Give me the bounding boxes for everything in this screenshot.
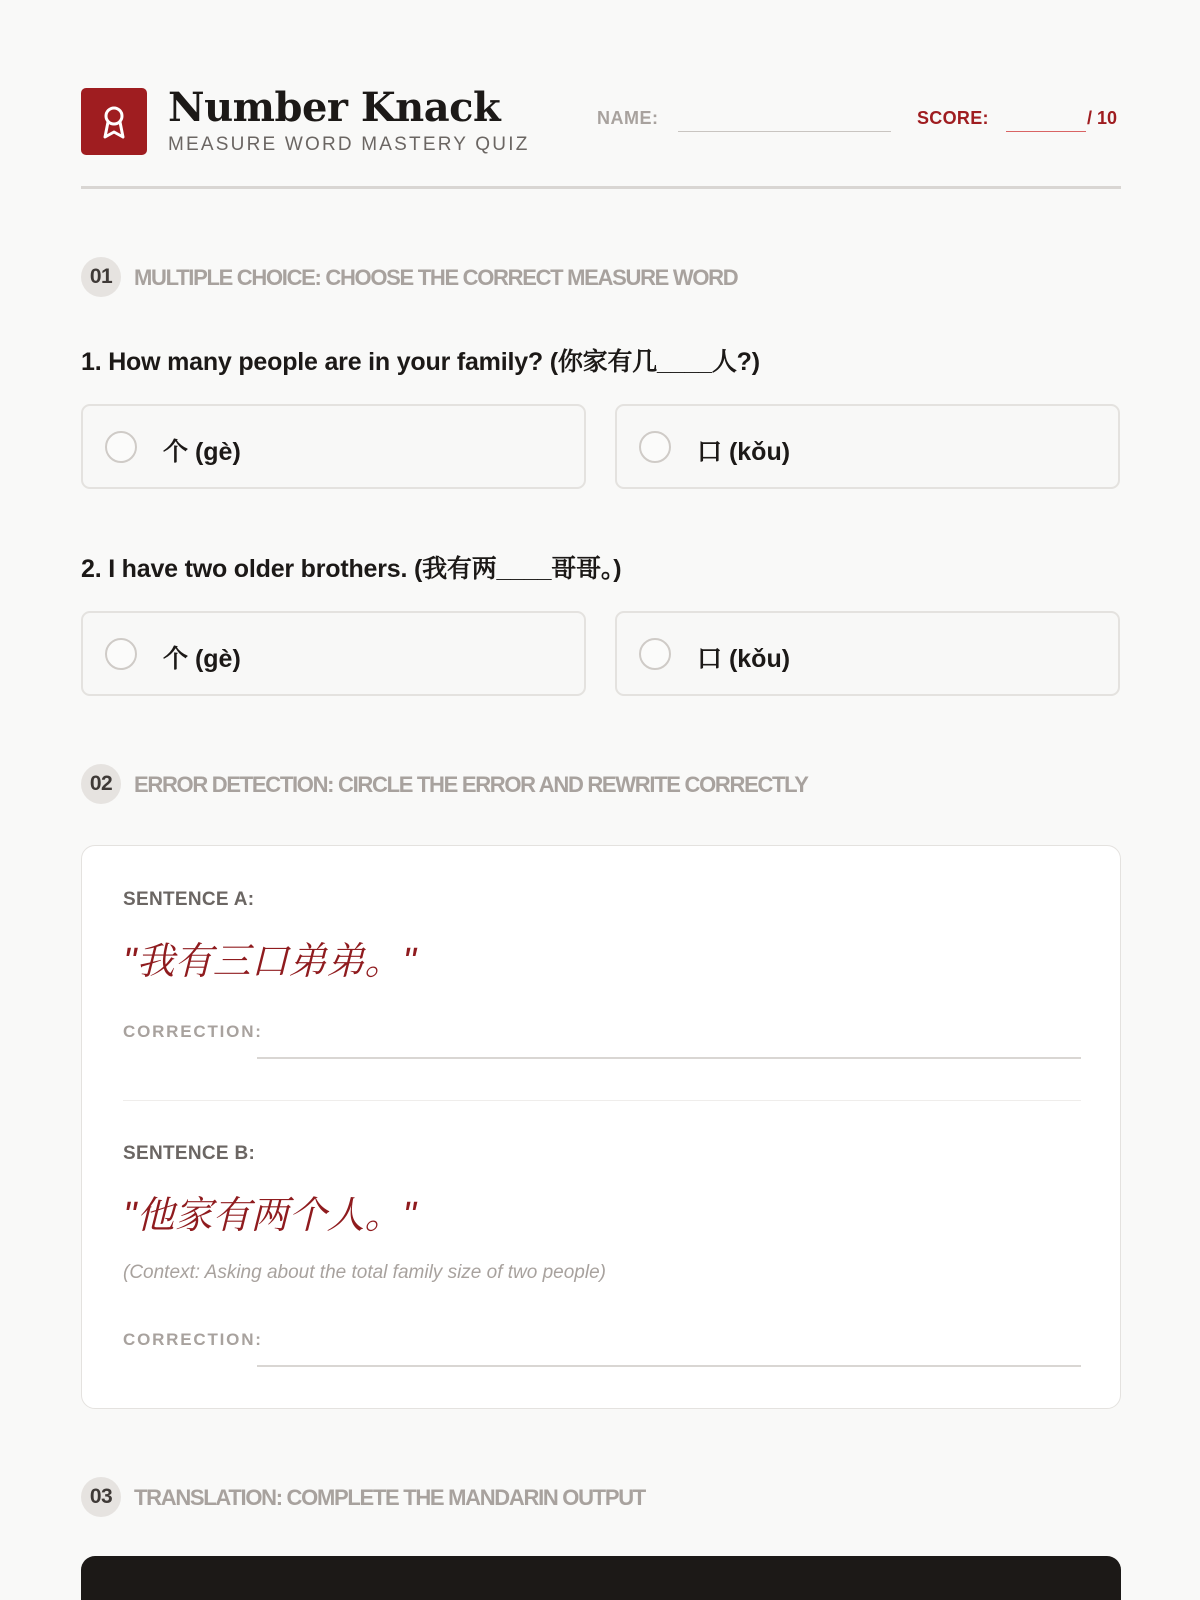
question-1-option-b[interactable]: [615, 404, 1120, 489]
logo: [81, 88, 147, 155]
option-label: 口 (kǒu): [697, 645, 791, 673]
radio-button[interactable]: [639, 638, 671, 670]
section-title: ERROR DETECTION: CIRCLE THE ERROR AND REWRITE CORRECTLY: [134, 772, 808, 797]
sentence-b-context: (Context: Asking about the total family size of two people): [123, 1262, 606, 1283]
section-heading-3: [81, 1477, 1121, 1517]
section-number: 03: [81, 1477, 121, 1517]
error-detection-card: [81, 845, 1121, 1409]
quiz-title: Number Knack: [168, 84, 501, 131]
correction-a-label: CORRECTION:: [123, 1022, 263, 1041]
divider: [123, 1100, 1081, 1101]
score-label: SCORE:: [917, 108, 989, 128]
question-1-text: 1. How many people are in your family? (你家有几____人?): [81, 348, 760, 376]
section-number: 01: [81, 257, 121, 297]
radio-button[interactable]: [105, 638, 137, 670]
name-field[interactable]: [678, 131, 891, 132]
section-title: MULTIPLE CHOICE: CHOOSE THE CORRECT MEASURE WORD: [134, 265, 738, 290]
radio-button[interactable]: [105, 431, 137, 463]
section-number: 02: [81, 764, 121, 804]
radio-button[interactable]: [639, 431, 671, 463]
correction-b-label: CORRECTION:: [123, 1330, 263, 1349]
sentence-a-text[interactable]: "我有三口弟弟。": [123, 941, 416, 983]
name-label: NAME:: [597, 108, 659, 128]
sentence-b-label: SENTENCE B:: [123, 1143, 256, 1164]
sentence-b-text[interactable]: "他家有两个人。": [123, 1195, 416, 1237]
quiz-subtitle: MEASURE WORD MASTERY QUIZ: [168, 134, 530, 155]
translation-panel: [81, 1556, 1121, 1600]
section-heading-2: [81, 764, 1121, 804]
question-2-text: 2. I have two older brothers. (我有两____哥哥。): [81, 555, 622, 583]
option-label: 个 (gè): [163, 645, 241, 673]
question-1-option-a[interactable]: [81, 404, 586, 489]
section-title: TRANSLATION: COMPLETE THE MANDARIN OUTPUT: [134, 1485, 645, 1510]
award-ribbon-icon: [99, 104, 129, 140]
score-field[interactable]: [1006, 131, 1086, 132]
section-heading-1: [81, 257, 1121, 297]
question-2-option-a[interactable]: [81, 611, 586, 696]
option-label: 个 (gè): [163, 438, 241, 466]
correction-a-field[interactable]: [257, 1057, 1081, 1059]
option-label: 口 (kǒu): [697, 438, 791, 466]
score-total: / 10: [1087, 108, 1118, 128]
correction-b-field[interactable]: [257, 1365, 1081, 1367]
quiz-header: [81, 84, 1121, 189]
question-2-option-b[interactable]: [615, 611, 1120, 696]
sentence-a-label: SENTENCE A:: [123, 889, 255, 910]
